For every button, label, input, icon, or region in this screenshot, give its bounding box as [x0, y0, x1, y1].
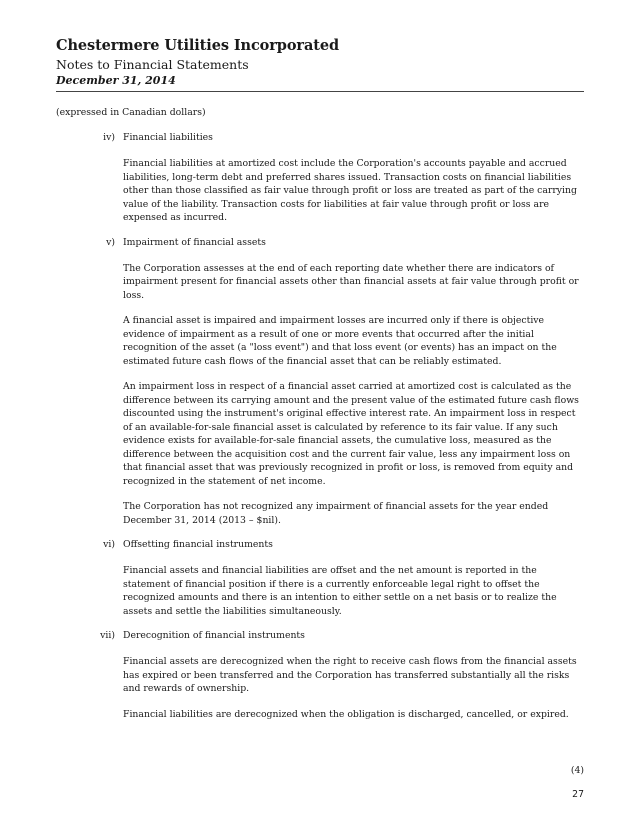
- section-heading: [56, 237, 586, 253]
- section-paragraph: An impairment loss in respect of a financial asset carried at amortized cost is calculated as the difference between its carrying amount and the present value of the estimated future cash flows discounted using the instrument's original effective interest rate. An impairment loss in respect of an available-for-sale financial asset is calculated by reference to its fair value. If any such evidence exists for available-for-sale financial assets, the cumulative loss, measured as the difference between the acquisition cost and the current fair value, less any impairment loss on that financial asset that was previously recognized in profit or loss, is removed from equity and recognized in the statement of net income.: [123, 381, 579, 487]
- page-number: 27: [572, 789, 584, 800]
- section-paragraph: Financial assets and financial liabilities are offset and the net amount is reported in the statement of financial position if there is a currently enforceable legal right to offset the recognized amounts and there is an intention to either settle on a net basis or to realize the assets and settle the liabilities simultaneously.: [123, 565, 557, 617]
- section-paragraph: Financial assets are derecognized when the right to receive cash flows from the financial assets has expired or been transferred and the Corporation has transferred substantially all the risks and rewards of ownership.: [123, 656, 577, 694]
- note-page-number: (4): [570, 765, 584, 776]
- section-paragraph: Financial liabilities are derecognized when the obligation is discharged, cancelled, or expired.: [123, 708, 569, 720]
- currency-note: (expressed in Canadian dollars): [56, 107, 206, 118]
- header-divider: [56, 91, 584, 92]
- section-title: Impairment of financial assets: [123, 236, 266, 248]
- section-paragraph: The Corporation assesses at the end of each reporting date whether there are indicators of impairment present for financial assets other than financial assets at fair value through profit or loss.: [123, 262, 579, 301]
- section-number: vi): [103, 539, 115, 550]
- company-name: Chestermere Utilities Incorporated: [56, 37, 339, 54]
- section-heading: [56, 539, 586, 555]
- notes-content: [56, 132, 586, 733]
- section-number: iv): [103, 132, 115, 143]
- statement-date: December 31, 2014: [56, 74, 176, 87]
- section-paragraph: Financial liabilities at amortized cost include the Corporation's accounts payable and accrued liabilities, long-term debt and preferred shares issued. Transaction costs on financial liabilities other than those classified as fair value through profit or loss are treated as part of the carrying value of the liability. Transaction costs for liabilities at fair value through profit or loss are expensed as incurred.: [123, 158, 577, 223]
- section-number: v): [106, 236, 115, 248]
- note-section: [56, 237, 586, 528]
- note-section: [56, 630, 586, 721]
- note-section: [56, 539, 586, 618]
- section-heading: [56, 630, 586, 646]
- section-number: vii): [100, 630, 115, 641]
- note-section: [56, 132, 586, 225]
- section-paragraph: The Corporation has not recognized any impairment of financial assets for the year ended December 31, 2014 (2013 – $nil).: [123, 501, 549, 526]
- section-paragraph: A financial asset is impaired and impairment losses are incurred only if there is objective evidence of impairment as a result of one or more events that occurred after the initial recognition of the asset (a "loss event") and that loss event (or events) has an impact on the estimated future cash flows of the financial asset that can be reliably estimated.: [123, 315, 557, 367]
- section-heading: [56, 132, 586, 148]
- document-subtitle: Notes to Financial Statements: [56, 57, 249, 72]
- section-title: Financial liabilities: [123, 132, 213, 143]
- section-title: Derecognition of financial instruments: [123, 630, 305, 641]
- section-title: Offsetting financial instruments: [123, 539, 273, 550]
